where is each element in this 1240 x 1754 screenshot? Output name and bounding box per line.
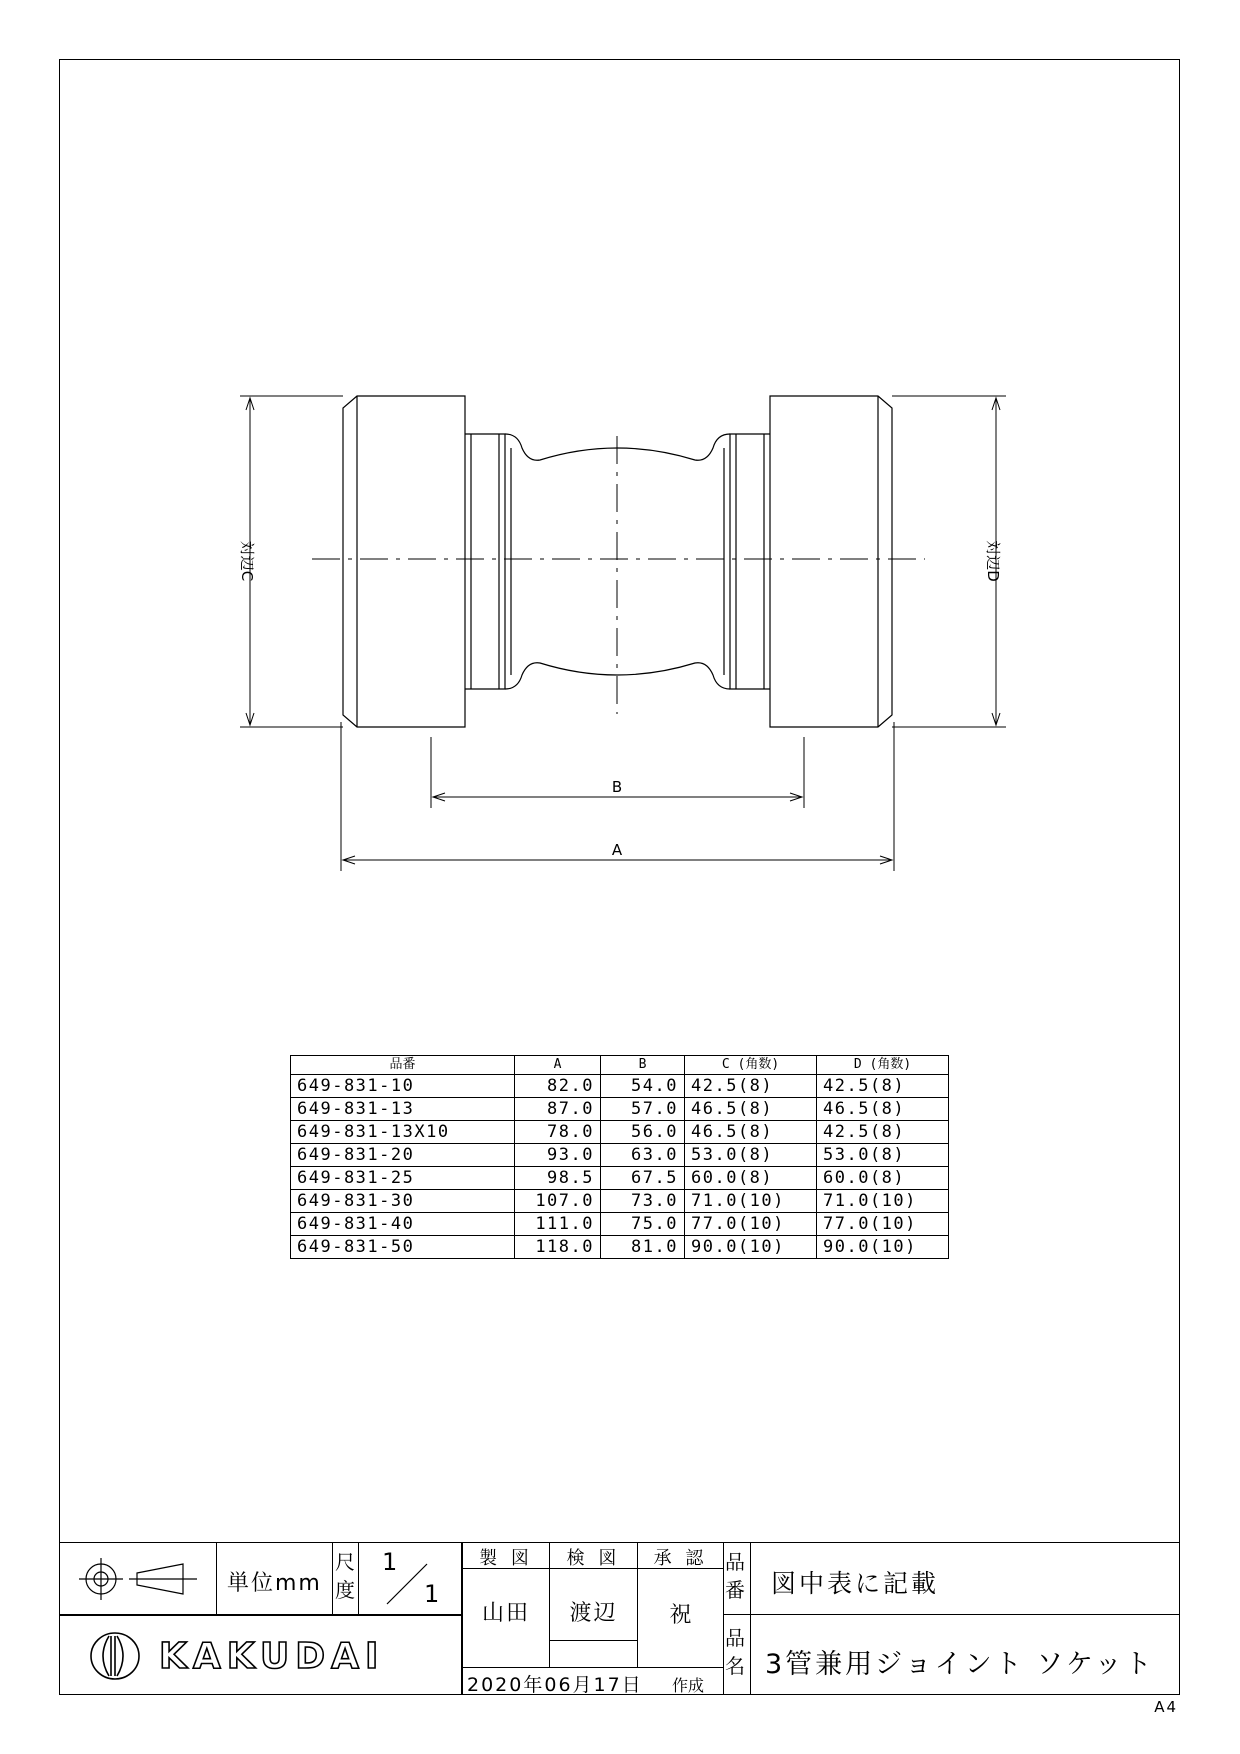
title-block <box>59 1542 1180 1695</box>
cell-b: 67.5 <box>601 1167 685 1190</box>
scale-label-text: 尺度 <box>335 1550 355 1602</box>
table-row <box>291 1236 949 1259</box>
cell-c: 46.5(8) <box>685 1121 817 1144</box>
cell-d: 90.0(10) <box>817 1236 949 1259</box>
cell-a: 107.0 <box>515 1190 601 1213</box>
table-row <box>291 1167 949 1190</box>
company-name: KAKUDAI <box>159 1636 385 1677</box>
cell-a: 82.0 <box>515 1075 601 1098</box>
dim-label-b: B <box>611 778 623 796</box>
cell-part-no: 649-831-20 <box>291 1144 515 1167</box>
header-part-no: 品番 <box>291 1056 515 1075</box>
cell-b: 81.0 <box>601 1236 685 1259</box>
cell-part-no: 649-831-13X10 <box>291 1121 515 1144</box>
cell-d: 53.0(8) <box>817 1144 949 1167</box>
dim-label-d: 対辺D <box>984 540 1002 582</box>
scale-label <box>335 1548 357 1604</box>
part-name-label-text: 品名 <box>725 1626 745 1678</box>
header-a: A <box>515 1056 601 1075</box>
cell-part-no: 649-831-50 <box>291 1236 515 1259</box>
table-header-row <box>291 1056 949 1075</box>
table-row <box>291 1121 949 1144</box>
part-no-label <box>725 1548 749 1604</box>
cell-b: 57.0 <box>601 1098 685 1121</box>
cell-part-no: 649-831-13 <box>291 1098 515 1121</box>
table-row <box>291 1075 949 1098</box>
sheet-size: A4 <box>1154 1698 1178 1716</box>
cell-a: 87.0 <box>515 1098 601 1121</box>
right-nut <box>770 396 892 727</box>
cell-b: 63.0 <box>601 1144 685 1167</box>
scale-numerator: 1 <box>382 1548 398 1576</box>
dim-label-a: A <box>611 841 623 859</box>
cell-c: 90.0(10) <box>685 1236 817 1259</box>
scale-denominator: 1 <box>424 1580 440 1608</box>
date: 2020年06月17日 <box>467 1674 643 1696</box>
part-name-value: 3管兼用ジョイント ソケット <box>765 1649 1155 1680</box>
left-nut <box>343 396 465 727</box>
cell-a: 111.0 <box>515 1213 601 1236</box>
parts-table <box>290 1055 949 1259</box>
table-row <box>291 1144 949 1167</box>
cell-d: 42.5(8) <box>817 1075 949 1098</box>
unit-label: 単位mm <box>227 1571 322 1596</box>
cell-part-no: 649-831-30 <box>291 1190 515 1213</box>
created-label: 作成 <box>672 1676 705 1695</box>
cell-c: 46.5(8) <box>685 1098 817 1121</box>
checked-by: 渡辺 <box>569 1601 618 1626</box>
cell-a: 98.5 <box>515 1167 601 1190</box>
cell-a: 93.0 <box>515 1144 601 1167</box>
cell-c: 71.0(10) <box>685 1190 817 1213</box>
table-row <box>291 1190 949 1213</box>
cell-d: 42.5(8) <box>817 1121 949 1144</box>
cell-d: 60.0(8) <box>817 1167 949 1190</box>
cell-part-no: 649-831-10 <box>291 1075 515 1098</box>
checked-header: 検 図 <box>566 1548 621 1569</box>
cell-d: 46.5(8) <box>817 1098 949 1121</box>
approved-by: 祝 <box>669 1603 692 1628</box>
approved-header: 承 認 <box>653 1548 708 1569</box>
drawn-by: 山田 <box>481 1601 530 1626</box>
dim-label-c: 対辺C <box>238 540 256 582</box>
cell-d: 77.0(10) <box>817 1213 949 1236</box>
cell-a: 118.0 <box>515 1236 601 1259</box>
cell-b: 75.0 <box>601 1213 685 1236</box>
part-no-label-text: 品番 <box>725 1550 745 1602</box>
header-c: C (角数) <box>685 1056 817 1075</box>
cell-c: 53.0(8) <box>685 1144 817 1167</box>
cell-part-no: 649-831-40 <box>291 1213 515 1236</box>
cell-d: 71.0(10) <box>817 1190 949 1213</box>
cell-part-no: 649-831-25 <box>291 1167 515 1190</box>
cell-b: 73.0 <box>601 1190 685 1213</box>
third-angle-projection-icon <box>79 1556 199 1602</box>
cell-c: 42.5(8) <box>685 1075 817 1098</box>
drawn-header: 製 図 <box>479 1548 533 1569</box>
cell-c: 60.0(8) <box>685 1167 817 1190</box>
table-row <box>291 1213 949 1236</box>
part-name-label <box>725 1624 749 1680</box>
part-no-value: 図中表に記載 <box>771 1569 940 1598</box>
table-row <box>291 1098 949 1121</box>
cell-b: 56.0 <box>601 1121 685 1144</box>
header-b: B <box>601 1056 685 1075</box>
kakudai-logo-icon <box>87 1630 143 1682</box>
header-d: D (角数) <box>817 1056 949 1075</box>
cell-b: 54.0 <box>601 1075 685 1098</box>
cell-c: 77.0(10) <box>685 1213 817 1236</box>
cell-a: 78.0 <box>515 1121 601 1144</box>
